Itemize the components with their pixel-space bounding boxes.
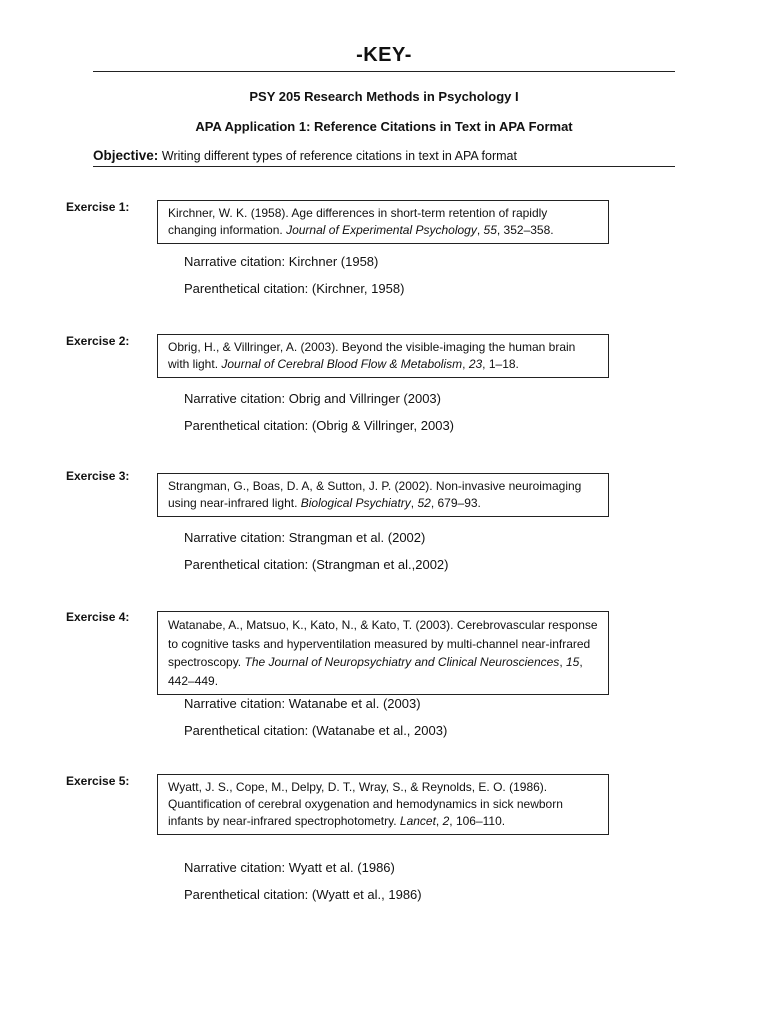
journal-volume: 2 — [442, 814, 450, 828]
reference-text: Strangman, G., Boas, D. A, & Sutton, J. P. (2002). Non-invasive neuroimaging using near-infrared light. — [168, 479, 582, 510]
journal-title: The Journal of Neuropsychiatry and Clinical Neurosciences — [244, 655, 560, 669]
reference-separator: , — [476, 223, 484, 237]
journal-volume: 52 — [417, 496, 431, 510]
journal-title: Journal of Cerebral Blood Flow & Metabolism — [221, 357, 463, 371]
header-rule — [93, 71, 675, 72]
reference-separator: , — [559, 655, 566, 669]
narrative-citation: Narrative citation: Obrig and Villringer (2003) — [184, 391, 441, 406]
journal-title: Biological Psychiatry — [300, 496, 411, 510]
parenthetical-citation: Parenthetical citation: (Kirchner, 1958) — [184, 281, 405, 296]
reference-box — [157, 334, 609, 378]
narrative-citation: Narrative citation: Wyatt et al. (1986) — [184, 860, 395, 875]
parenthetical-citation: Parenthetical citation: (Wyatt et al., 1986) — [184, 887, 422, 902]
reference-box — [157, 200, 609, 244]
reference-pages: , 679–93. — [430, 496, 481, 510]
journal-title: Journal of Experimental Psychology — [286, 223, 477, 237]
journal-volume: 55 — [483, 223, 497, 237]
reference-pages: , 352–358. — [496, 223, 554, 237]
exercise-label: Exercise 3: — [66, 469, 130, 483]
exercise-label: Exercise 2: — [66, 334, 130, 348]
assignment-title: APA Application 1: Reference Citations in Text in APA Format — [195, 119, 573, 134]
journal-title: Lancet — [399, 814, 436, 828]
narrative-citation: Narrative citation: Kirchner (1958) — [184, 254, 379, 269]
narrative-citation: Narrative citation: Watanabe et al. (2003) — [184, 696, 421, 711]
exercise-label: Exercise 4: — [66, 610, 130, 624]
parenthetical-citation: Parenthetical citation: (Watanabe et al., 2003) — [184, 723, 448, 738]
reference-pages: , 1–18. — [482, 357, 519, 371]
exercise-label: Exercise 5: — [66, 774, 130, 788]
objective-rule — [93, 166, 675, 167]
parenthetical-citation: Parenthetical citation: (Strangman et al.,2002) — [184, 557, 449, 572]
journal-volume: 15 — [565, 655, 580, 669]
reference-box — [157, 611, 609, 695]
reference-pages: , 106–110. — [449, 814, 506, 828]
reference-text: Obrig, H., & Villringer, A. (2003). Beyond the visible-imaging the human brain with light. — [168, 340, 576, 371]
reference-text: Kirchner, W. K. (1958). Age differences in short-term retention of rapidly changing information. — [168, 206, 548, 237]
reference-box — [157, 473, 609, 517]
reference-text: Wyatt, J. S., Cope, M., Delpy, D. T., Wray, S., & Reynolds, E. O. (1986). Quantification of cerebral oxygenation and hemodynamics in sick newborn infants by near-infrared spectrophotometry. — [168, 780, 563, 828]
reference-separator: , — [435, 814, 443, 828]
reference-separator: , — [410, 496, 418, 510]
parenthetical-citation: Parenthetical citation: (Obrig & Villringer, 2003) — [184, 418, 455, 433]
exercise-label: Exercise 1: — [66, 200, 130, 214]
reference-pages: , 442–449. — [168, 655, 583, 688]
reference-text: Watanabe, A., Matsuo, K., Kato, N., & Kato, T. (2003). Cerebrovascular response to cognitive tasks and hyperventilation measured by multi-channel near-infrared spectroscopy. — [168, 618, 598, 669]
reference-separator: , — [462, 357, 469, 371]
narrative-citation: Narrative citation: Strangman et al. (2002) — [184, 530, 426, 545]
reference-box — [157, 774, 609, 835]
journal-volume: 23 — [468, 357, 483, 371]
objective-label: Objective: — [93, 148, 159, 163]
course-title: PSY 205 Research Methods in Psychology I — [249, 89, 519, 104]
key-heading: -KEY- — [356, 44, 412, 66]
objective — [93, 148, 517, 163]
objective-text: Writing different types of reference citations in text in APA format — [161, 149, 517, 163]
